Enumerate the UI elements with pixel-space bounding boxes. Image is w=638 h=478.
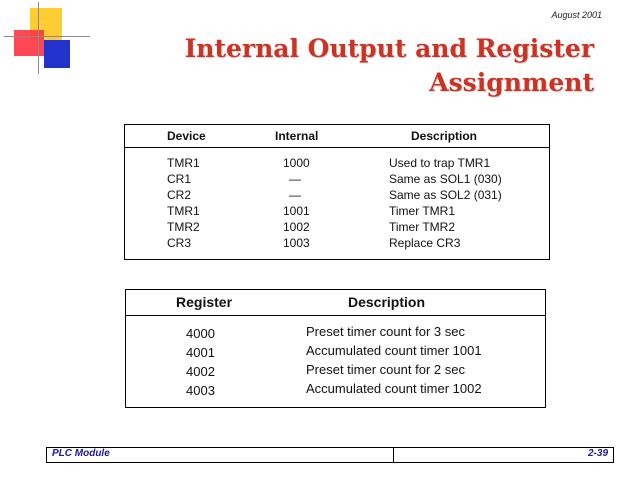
register-assignment-table bbox=[125, 289, 546, 408]
header-description: Description bbox=[411, 129, 478, 143]
cell-device: TMR1 bbox=[167, 204, 200, 218]
decor-red-square bbox=[14, 30, 44, 56]
header-description: Description bbox=[348, 294, 426, 310]
table-header bbox=[126, 290, 545, 316]
table-header bbox=[125, 125, 549, 148]
cell-internal: 1003 bbox=[283, 236, 310, 250]
cell-internal: — bbox=[289, 188, 301, 202]
cell-description: Accumulated count timer 1002 bbox=[306, 381, 482, 396]
cell-device: CR1 bbox=[167, 172, 192, 186]
device-assignment-table bbox=[124, 124, 550, 260]
cell-register: 4003 bbox=[186, 383, 215, 398]
cell-internal: 1002 bbox=[283, 220, 310, 234]
header-device: Device bbox=[167, 129, 206, 143]
decor-horizontal-line bbox=[4, 36, 90, 37]
decor-blue-square bbox=[44, 40, 70, 68]
cell-register: 4001 bbox=[186, 345, 215, 360]
slide-title-line-1: Internal Output and Register bbox=[184, 34, 594, 63]
header-register: Register bbox=[176, 294, 233, 310]
decor-vertical-line bbox=[38, 2, 39, 74]
slide-date: August 2001 bbox=[551, 10, 602, 20]
cell-device: TMR1 bbox=[167, 156, 200, 170]
cell-device: TMR2 bbox=[167, 220, 200, 234]
cell-description: Preset timer count for 2 sec bbox=[306, 362, 465, 377]
slide-title bbox=[110, 32, 594, 100]
cell-description: Accumulated count timer 1001 bbox=[306, 343, 482, 358]
footer-page-number: 2-39 bbox=[587, 448, 608, 459]
cell-internal: — bbox=[289, 172, 301, 186]
cell-internal: 1001 bbox=[283, 204, 310, 218]
footer-divider bbox=[393, 448, 394, 462]
cell-description: Timer TMR2 bbox=[389, 220, 455, 234]
cell-internal: 1000 bbox=[283, 156, 310, 170]
footer-module-label: PLC Module bbox=[52, 448, 110, 459]
header-internal: Internal bbox=[275, 129, 319, 143]
cell-description: Same as SOL2 (031) bbox=[389, 188, 502, 202]
cell-description: Same as SOL1 (030) bbox=[389, 172, 502, 186]
cell-device: CR2 bbox=[167, 188, 192, 202]
cell-register: 4002 bbox=[186, 364, 215, 379]
cell-device: CR3 bbox=[167, 236, 192, 250]
cell-description: Timer TMR1 bbox=[389, 204, 455, 218]
cell-register: 4000 bbox=[186, 326, 215, 341]
slide-title-line-2: Assignment bbox=[429, 68, 594, 97]
cell-description: Replace CR3 bbox=[389, 236, 461, 250]
cell-description: Used to trap TMR1 bbox=[389, 156, 491, 170]
slide-footer bbox=[46, 447, 614, 463]
cell-description: Preset timer count for 3 sec bbox=[306, 324, 465, 339]
